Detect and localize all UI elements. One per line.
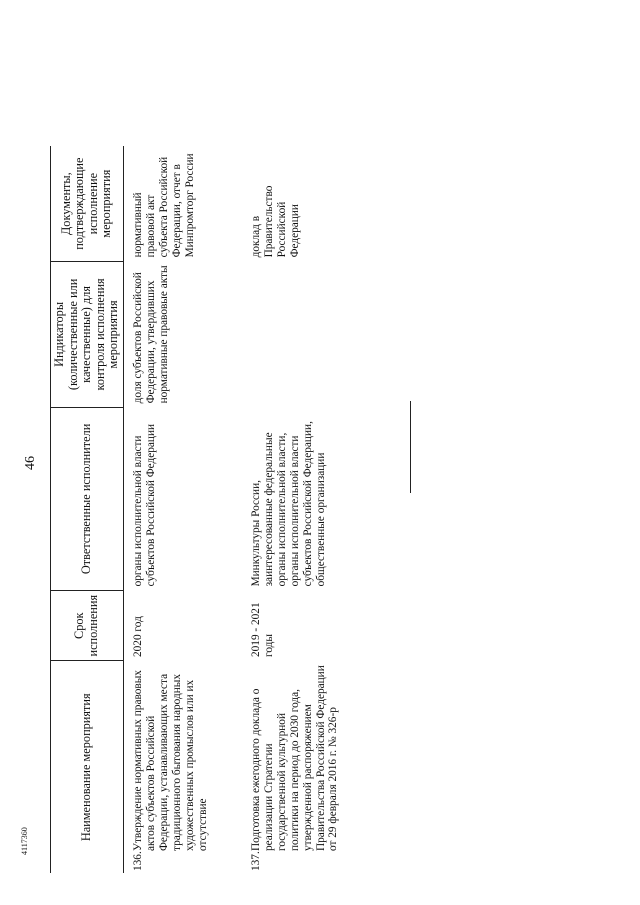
cell-documents: доклад в Правительство Российской Федерации — [249, 185, 301, 258]
header-responsible: Ответственные исполнители — [51, 407, 124, 590]
measure-name: Утверждение нормативных правовых актов субъектов Российской Федерации, устанавливающих места традиционного бытования народных художественных промыслов или их отсутствие — [131, 670, 209, 851]
row-number: 137. — [249, 851, 262, 871]
page-number: 46 — [23, 456, 38, 470]
table-header-row — [51, 146, 124, 873]
cell-documents: нормативный правовой акт субъекта Российской Федерации, отчет в Минпромторг России — [131, 153, 196, 258]
header-indicators: Индикаторы (количественные или качественные) для контроля исполнения мероприятия — [51, 261, 124, 407]
measure-name: Подготовка ежегодного доклада о реализации Стратегии государственной культурной политики на период до 2030 года, утвержденной распоряжением Правительства Российской Федерации от 29 февраля 2016 г. № 326-р — [249, 665, 340, 851]
cell-indicators: доля субъектов Российской Федерации, утвердивших нормативные правовые акты — [131, 265, 170, 404]
cell-term: 2019 - 2021 годы — [249, 602, 275, 657]
cell-name — [242, 661, 470, 873]
document-code: 4117360 — [20, 827, 29, 855]
cell-responsible: Минкультуры России, заинтересованные федеральные органы исполнительной власти, органы исполнительной власти субъектов Российской Федерации, общественные организации — [249, 421, 327, 587]
table-row — [123, 146, 242, 873]
header-name: Наименование мероприятия — [51, 661, 124, 873]
cell-indicators — [242, 261, 470, 407]
cell-responsible: органы исполнительной власти субъектов Российской Федерации — [131, 423, 157, 587]
header-term: Срок исполнения — [51, 590, 124, 661]
measures-table — [50, 146, 470, 873]
cell-name — [123, 661, 242, 873]
row-number: 136. — [131, 851, 144, 871]
header-documents: Документы, подтверждающие исполнение мероприятия — [51, 146, 124, 261]
end-of-table-line — [410, 401, 411, 493]
table-row — [242, 146, 470, 873]
cell-term: 2020 год — [131, 616, 144, 657]
